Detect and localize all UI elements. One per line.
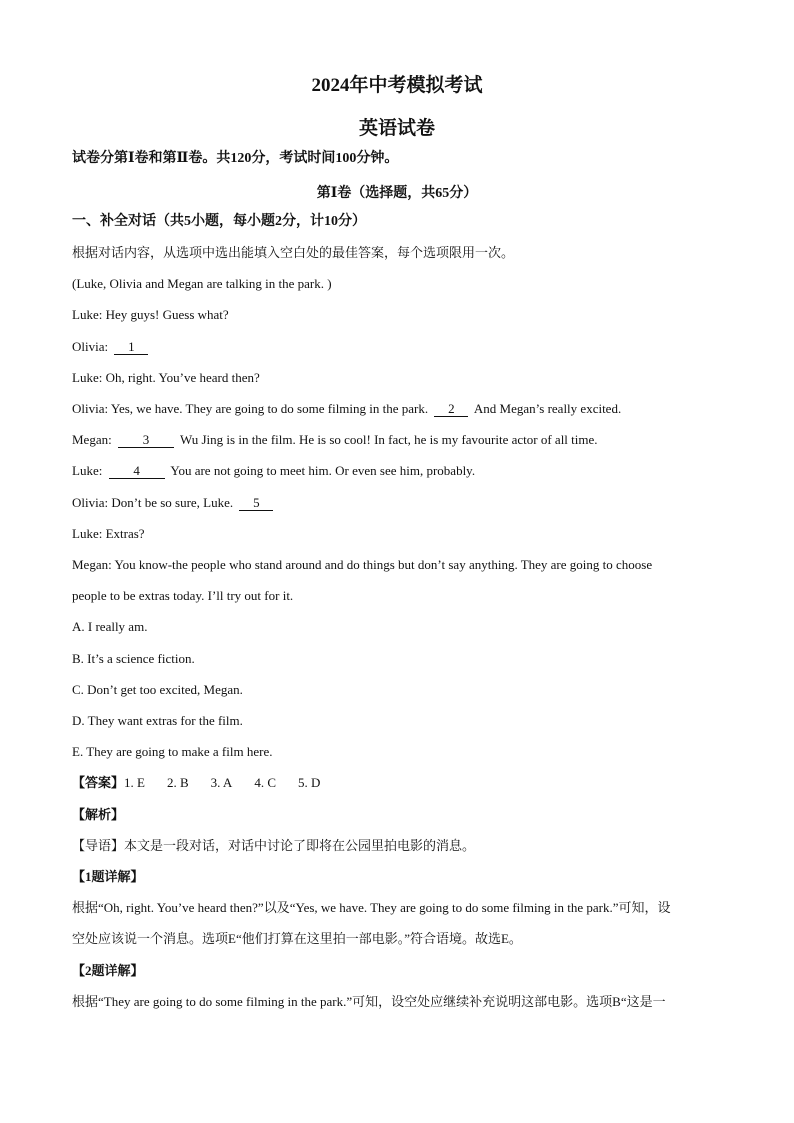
section-heading: 一、补全对话（共5小题，每小题2分，计10分） <box>72 214 366 229</box>
answer-item: 5. D <box>297 775 321 790</box>
guide-text: 【导语】本文是一段对话，对话中讨论了即将在公园里拍电影的消息。 <box>72 838 476 853</box>
option-d: D. They want extras for the film. <box>72 713 243 728</box>
dialogue-line <box>72 462 475 480</box>
answer-item: 2. B <box>166 775 189 790</box>
speaker: Megan: <box>72 432 112 447</box>
option-e: E. They are going to make a film here. <box>72 744 273 759</box>
answer-blank-4: 4 <box>109 464 165 479</box>
q1-detail-text: 空处应该说一个消息。选项E“他们打算在这里拍一部电影。”符合语境。故选E。 <box>72 931 522 946</box>
exam-subtitle: 英语试卷 <box>358 118 435 139</box>
dialogue-line: Luke: Hey guys! Guess what? <box>72 307 229 322</box>
q1-detail-text: 根据“Oh, right. You’ve heard then?”以及“Yes, we have. They are going to do some filming in the park.”可知，设 <box>72 900 671 915</box>
answer-item: 1. E <box>124 775 145 790</box>
dialogue-line: people to be extras today. I’ll try out for it. <box>72 588 294 603</box>
analysis-label: 【解析】 <box>72 807 125 822</box>
part-title: 第Ⅰ卷（选择题，共65分） <box>316 186 478 201</box>
scene-description: (Luke, Olivia and Megan are talking in the park. ) <box>72 276 332 291</box>
exam-title: 2024年中考模拟考试 <box>311 75 483 96</box>
exam-info: 试卷分第Ⅰ卷和第Ⅱ卷。共120分，考试时间100分钟。 <box>72 151 399 166</box>
dialogue-line <box>72 494 276 512</box>
speaker: Luke: <box>72 463 103 478</box>
answer-blank-2: 2 <box>434 402 468 417</box>
answer-blank-1: 1 <box>114 340 148 355</box>
option-b: B. It’s a science fiction. <box>72 651 195 666</box>
dialogue-line <box>72 431 598 449</box>
instruction-text: 根据对话内容，从选项中选出能填入空白处的最佳答案，每个选项限用一次。 <box>72 245 515 260</box>
dialogue-line: Luke: Oh, right. You’ve heard then? <box>72 370 260 385</box>
option-c: C. Don’t get too excited, Megan. <box>72 682 243 697</box>
q2-detail-label: 【2题详解】 <box>72 963 144 978</box>
dialogue-text: Olivia: Don’t be so sure, Luke. <box>72 495 234 510</box>
speaker: Olivia: <box>72 339 109 354</box>
q2-detail-text: 根据“They are going to do some filming in the park.”可知，设空处应继续补充说明这部电影。选项B“这是一 <box>72 994 666 1009</box>
dialogue-line: Luke: Extras? <box>72 526 145 541</box>
option-a: A. I really am. <box>72 619 148 634</box>
dialogue-text: Olivia: Yes, we have. They are going to do some filming in the park. <box>72 401 429 416</box>
answer-item: 4. C <box>254 775 276 790</box>
answer-key <box>72 774 342 792</box>
dialogue-text: You are not going to meet him. Or even see him, probably. <box>170 463 476 478</box>
answer-label: 【答案】 <box>72 775 125 790</box>
answer-blank-3: 3 <box>118 433 174 448</box>
dialogue-line <box>72 400 621 418</box>
dialogue-text: Wu Jing is in the film. He is so cool! In fact, he is my favourite actor of all time. <box>179 432 598 447</box>
dialogue-text: And Megan’s really excited. <box>473 401 622 416</box>
dialogue-line: Megan: You know-the people who stand around and do things but don’t say anything. They are going to choose <box>72 557 653 572</box>
q1-detail-label: 【1题详解】 <box>72 869 144 884</box>
answer-blank-5: 5 <box>239 496 273 511</box>
answer-item: 3. A <box>210 775 233 790</box>
dialogue-line <box>72 338 151 356</box>
